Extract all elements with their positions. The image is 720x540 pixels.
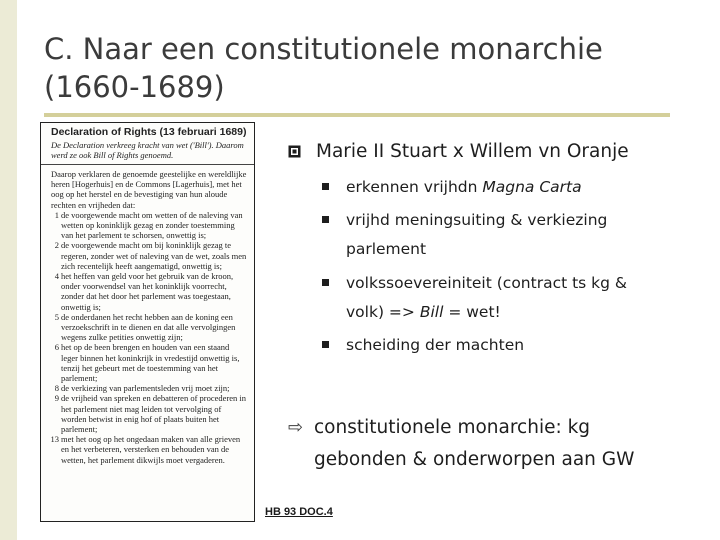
title-divider <box>44 113 670 117</box>
slide-title-line2: (1660-1689) <box>44 70 225 104</box>
main-bullet-text: Marie II Stuart x Willem vn Oranje <box>316 141 629 162</box>
sub-bullet-text <box>346 206 652 264</box>
clause-text: met het oog op het ongedaan maken van alle grieven en het verbeteren, versterken en behouden van de wetten, het parlement dikwijls moet vergaderen. <box>61 434 241 465</box>
clause-text: het heffen van geld voor het gebruik van de kroon, onder voorwendsel van het koninklijk voorrecht, zonder dat het door het parlement was toegestaan, onwettig is; <box>61 271 234 312</box>
document-clause <box>51 240 248 271</box>
clause-number: 8 <box>54 383 59 394</box>
sub-bullet-item <box>322 269 652 327</box>
document-clause <box>51 393 248 434</box>
source-caption: HB 93 DOC.4 <box>265 506 333 518</box>
conclusion-item <box>288 412 688 476</box>
clause-number: 5 <box>54 311 59 322</box>
clause-text: de verkiezing van parlementsleden vrij moet zijn; <box>61 383 230 394</box>
clause-text: de voorgewende macht om bij koninklijk gezag te regeren, zonder wet of naleving van de wet, zoals men zich recentelijk heeft aangematigd, onwettig is; <box>61 240 247 271</box>
clause-text: de vrijheid van spreken en debatteren of procederen in het parlement niet mag leiden tot vervolging of worden betwist in enig hof of plaats buiten het parlement; <box>61 393 247 435</box>
accent-bar <box>0 0 17 540</box>
clause-number: 9 <box>54 393 59 404</box>
sub-bullet-text <box>346 173 652 202</box>
clause-number: 6 <box>54 342 59 353</box>
sub-text-emphasis: Magna Carta <box>482 178 582 196</box>
document-subheading: De Declaration verkreeg kracht van wet ('Bill'). Daarom werd ze ook Bill of Rights genoemd. <box>41 138 254 165</box>
sub-bullet-text <box>346 269 652 327</box>
slide-title-line1: C. Naar een constitutionele monarchie <box>44 32 603 66</box>
clause-text: de onderdanen het recht hebben aan de koning een verzoekschrift in te dienen en dat alle vervolgingen wegens zulke petities onwettig zijn; <box>61 311 236 343</box>
document-clause <box>51 210 248 241</box>
clause-number: 13 <box>50 434 59 445</box>
filled-square-icon <box>322 183 329 190</box>
document-clause <box>51 434 248 465</box>
sub-bullet-item <box>322 331 652 360</box>
clause-number: 4 <box>54 271 59 282</box>
sub-bullet-text <box>346 331 652 360</box>
document-clause <box>51 312 248 343</box>
document-intro: Daarop verklaren de genoemde geestelijke en wereldlijke heren [Hogerhuis] en de Commons [Lagerhuis], met het oog op het herstel en de bevestiging van hun aloude rechten en vrijheden dat: <box>51 169 247 210</box>
sub-text-part: erkennen vrijhdn <box>346 178 483 196</box>
document-clause <box>51 271 248 312</box>
filled-square-icon <box>322 216 329 223</box>
sub-text-part: vrijhd meningsuiting & verkiezing parlement <box>346 211 608 258</box>
document-clause <box>51 383 248 393</box>
document-clause <box>51 342 248 383</box>
clause-number: 2 <box>54 240 59 251</box>
clause-text: de voorgewende macht om wetten of de naleving van wetten op koninklijk gezag en zonder toestemming van het parlement te schorsen, onwettig is; <box>61 209 243 241</box>
document-excerpt-image <box>40 122 255 522</box>
filled-square-icon <box>322 279 329 286</box>
clause-text: het op de been brengen en houden van een staand leger binnen het koninkrijk in vredestijd onwettig is, tenzij het gebeurt met de toestemming van het parlement; <box>61 342 240 384</box>
square-checkbox-icon <box>288 145 301 158</box>
sub-text-part: scheiding der machten <box>346 336 525 354</box>
sub-bullet-item <box>322 173 652 202</box>
conclusion-text: constitutionele monarchie: kg gebonden & onderworpen aan GW <box>314 417 635 470</box>
filled-square-icon <box>322 341 329 348</box>
document-heading: Declaration of Rights (13 februari 1689) <box>51 126 247 138</box>
document-body <box>41 165 254 465</box>
sub-bullet-item <box>322 206 652 264</box>
sub-text-part: = wet! <box>443 303 501 321</box>
slide-title <box>44 30 684 106</box>
hollow-arrow-icon: ⇨ <box>288 417 304 438</box>
sub-text-part: volkssoevereiniteit (contract ts kg & volk) => <box>346 274 628 321</box>
clause-number: 1 <box>54 209 59 220</box>
sub-text-emphasis: Bill <box>419 303 444 321</box>
